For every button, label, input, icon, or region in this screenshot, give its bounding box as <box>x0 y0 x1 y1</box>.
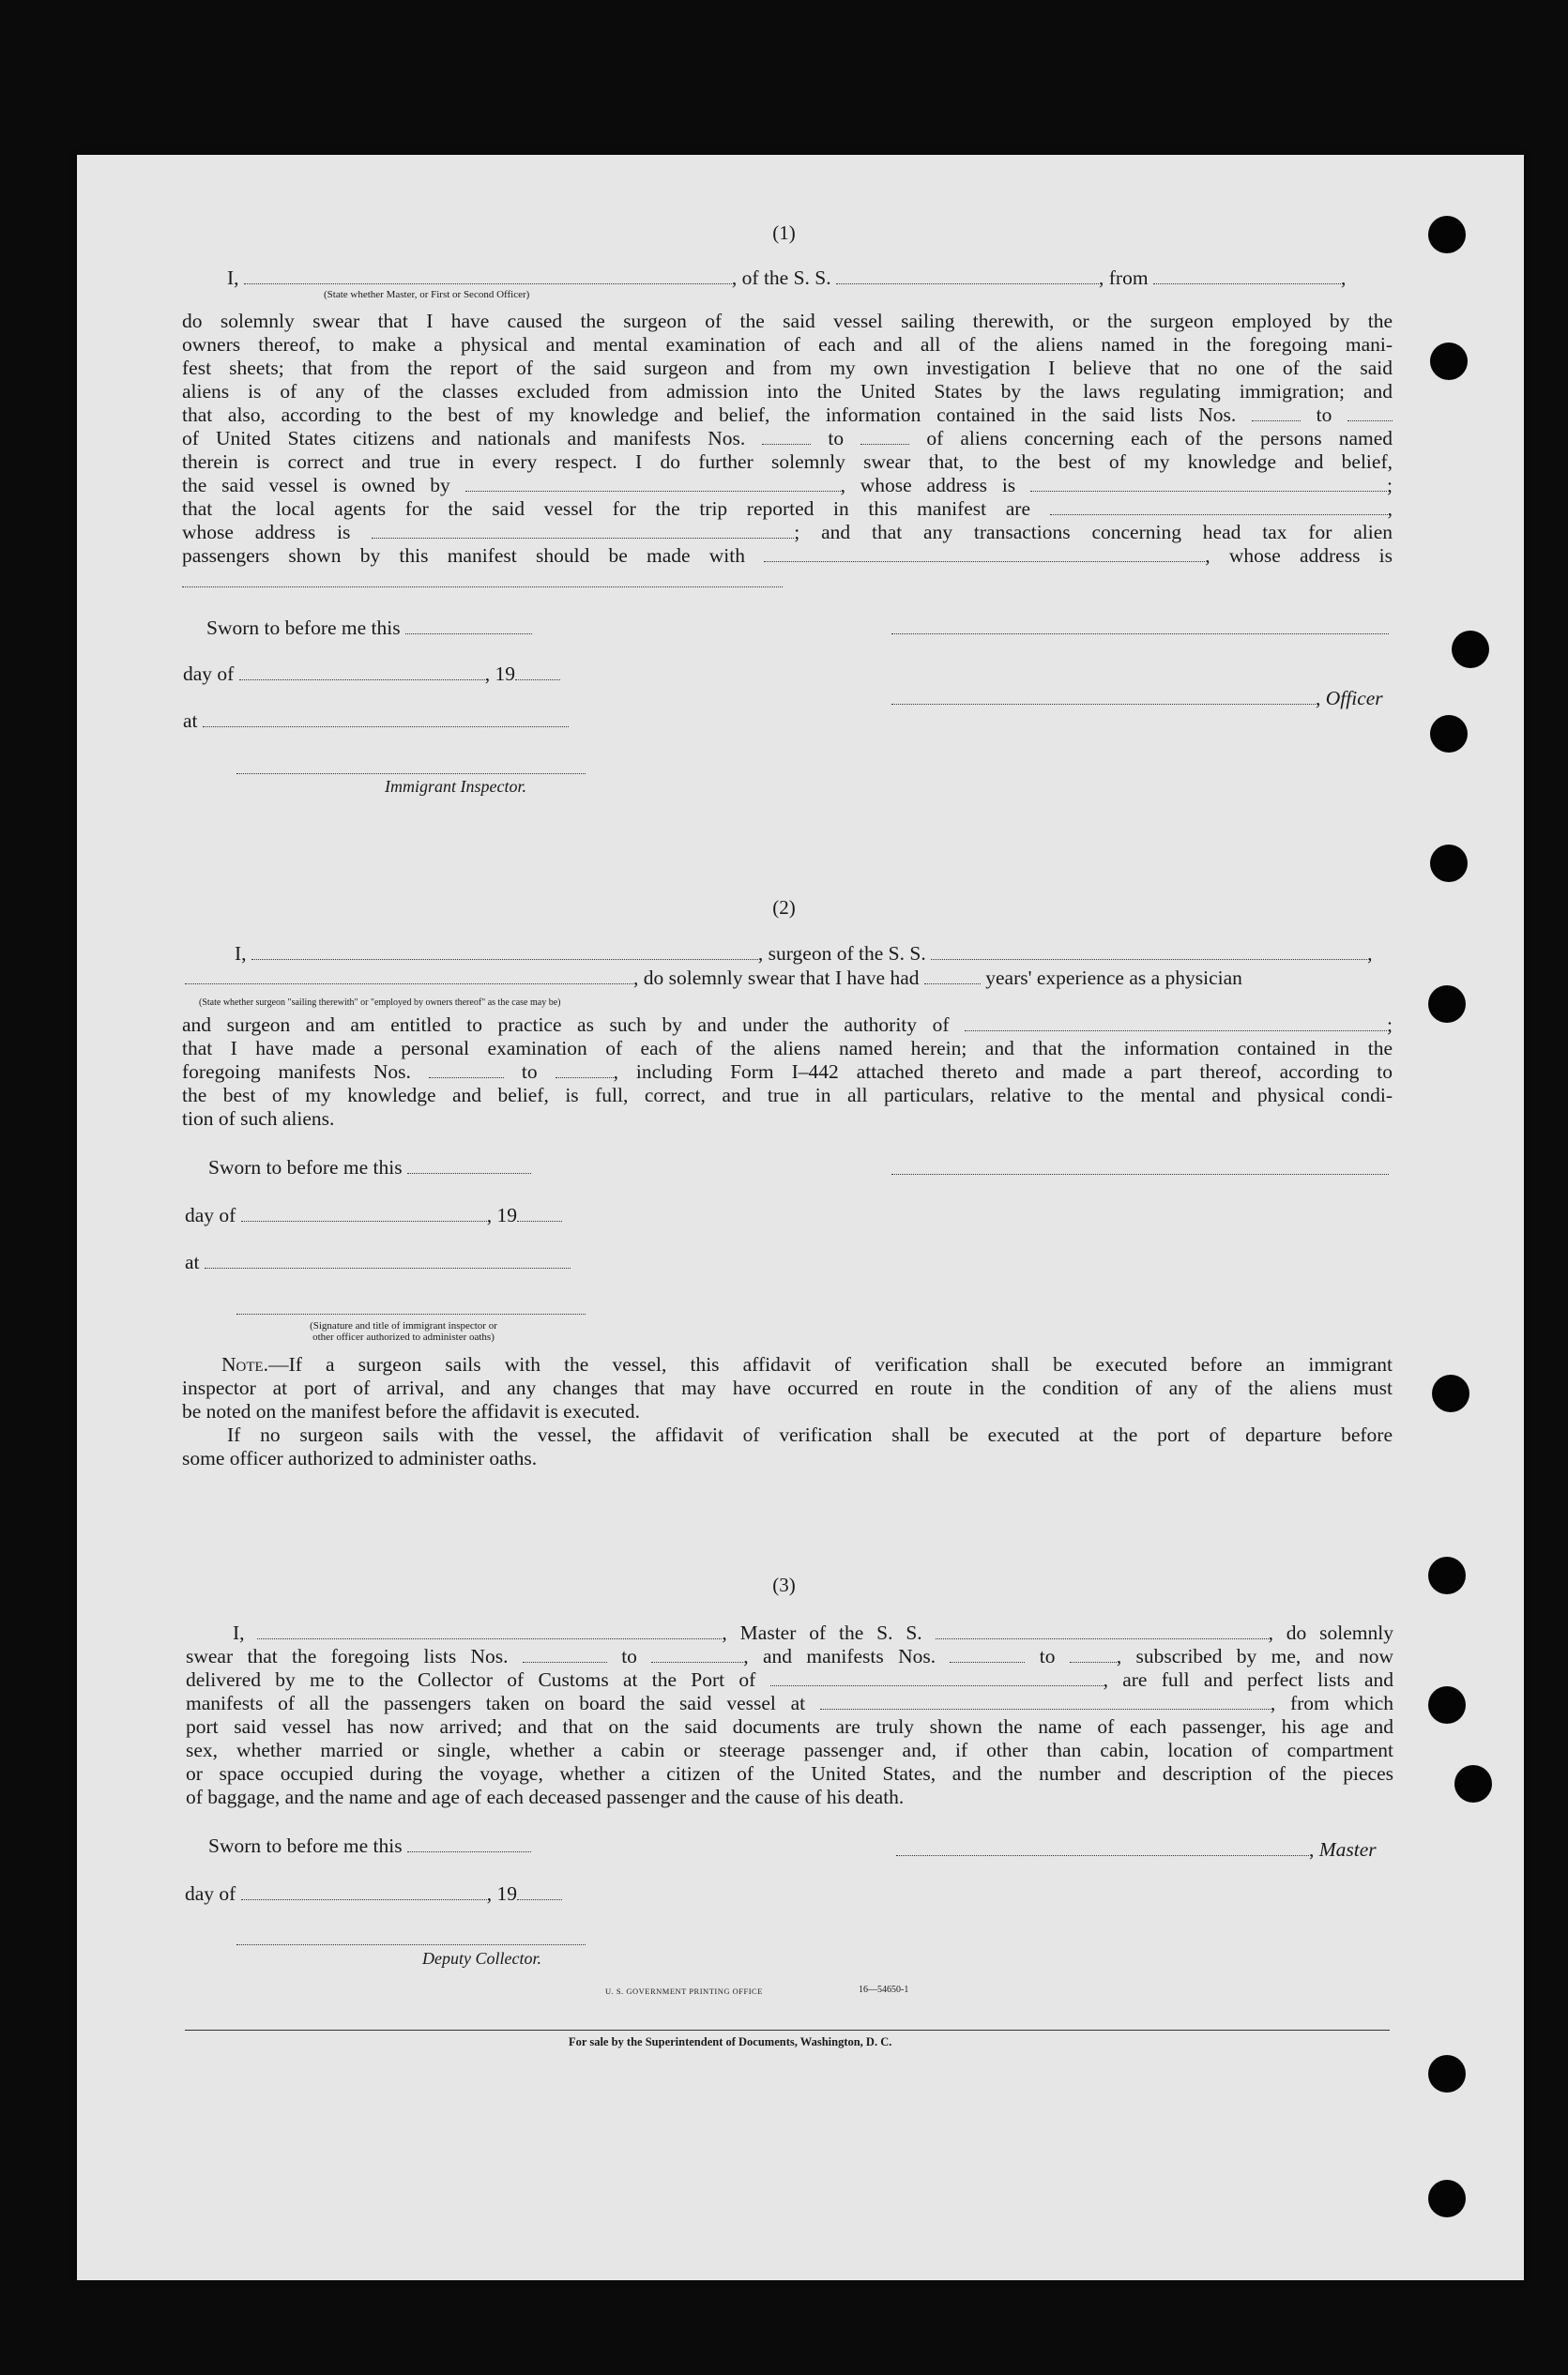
s1-day-of: day of , 19 <box>183 662 560 686</box>
s1-line: fest sheets; that from the report of the said surgeon and from my own investigation I believe that no one of the said <box>182 357 1393 379</box>
punch-hole <box>1452 631 1489 668</box>
s2-note2-line: If no surgeon sails with the vessel, the affidavit of verification shall be executed at the port of departure before <box>227 1423 1393 1446</box>
s2-authority-line: and surgeon and am entitled to practice as such by and under the authority of ; <box>182 1013 1393 1036</box>
punch-hole <box>1430 845 1468 882</box>
s3-second-line: swear that the foregoing lists Nos. to , and manifests Nos. to , subscribed by me, and now <box>186 1645 1393 1667</box>
s3-collector-sig-line <box>236 1944 586 1945</box>
s3-line: sex, whether married or single, whether a cabin or steerage passenger and, if other than cabin, location of compartment <box>186 1739 1393 1761</box>
punch-hole <box>1454 1765 1492 1803</box>
s1-correct-line: therein is correct and true in every respect. I do further solemnly swear that, to the best of my knowledge and belief, <box>182 450 1393 473</box>
s1-address-blank <box>182 586 783 587</box>
s1-sworn: Sworn to before me this <box>206 617 532 640</box>
s2-oath-text <box>182 1013 1393 1131</box>
s2-second-line: , do solemnly swear that I have had years' experience as a physician <box>185 967 1242 990</box>
s1-officer-note: (State whether Master, or First or Second Officer) <box>324 289 530 300</box>
punch-hole <box>1428 2055 1466 2093</box>
s2-first-line: I, , surgeon of the S. S. , <box>235 942 1373 965</box>
s2-note-line: inspector at port of arrival, and any changes that may have occurred en route in the condition of any of the aliens must <box>182 1377 1393 1399</box>
s2-sig-line <box>891 1174 1389 1175</box>
s1-officer-line: , Officer <box>891 687 1383 710</box>
s3-line: or space occupied during the voyage, whether a citizen of the United States, and the number and description of the pieces <box>186 1762 1393 1785</box>
s2-note-line: Note.—If a surgeon sails with the vessel, this affidavit of verification shall be executed before an immigrant <box>221 1353 1393 1376</box>
footer-gpo: U. S. GOVERNMENT PRINTING OFFICE <box>605 1987 763 1996</box>
s2-best-line: the best of my knowledge and belief, is full, correct, and true in all particulars, relative to the mental and physical condi- <box>182 1084 1393 1106</box>
s2-inspector-sig-line <box>236 1314 586 1315</box>
s1-owned-line: the said vessel is owned by , whose address is ; <box>182 474 1393 496</box>
s2-at: at <box>185 1251 571 1274</box>
s3-day-of: day of , 19 <box>185 1882 562 1906</box>
s3-oath-text <box>186 1621 1393 1809</box>
s2-note-line: be noted on the manifest before the affidavit is executed. <box>182 1400 640 1423</box>
s1-officer-sig-line <box>891 633 1389 634</box>
section-3-number: (3) <box>772 1574 796 1596</box>
s1-line: do solemnly swear that I have caused the surgeon of the said vessel sailing therewith, or the surgeon employed by the <box>182 310 1393 332</box>
s1-agents-line: that the local agents for the said vessel for the trip reported in this manifest are , <box>182 497 1393 520</box>
footer-code: 16—54650-1 <box>859 1985 909 1995</box>
s3-third-line: delivered by me to the Collector of Customs at the Port of , are full and perfect lists and <box>186 1668 1393 1691</box>
s2-surgeon-note: (State whether surgeon "sailing therewith" or "employed by owners thereof" as the case may be) <box>199 997 561 1008</box>
punch-hole <box>1428 985 1466 1023</box>
s3-fourth-line: manifests of all the passengers taken on board the said vessel at , from which <box>186 1692 1393 1714</box>
s1-first-line: I, , of the S. S. , from , <box>227 266 1347 289</box>
s2-day-of: day of , 19 <box>185 1204 562 1227</box>
punch-hole <box>1432 1375 1469 1412</box>
section-1-number: (1) <box>772 221 796 244</box>
s2-note <box>182 1353 1393 1470</box>
s1-at: at <box>183 709 569 733</box>
s1-address-line: whose address is ; and that any transactions concerning head tax for alien <box>182 521 1393 543</box>
s2-note2-line: some officer authorized to administer oaths. <box>182 1447 538 1469</box>
s1-inspector-label: Immigrant Inspector. <box>385 777 526 796</box>
punch-hole <box>1428 1686 1466 1724</box>
s3-sworn: Sworn to before me this <box>208 1835 531 1858</box>
s1-oath-text <box>182 310 1393 568</box>
s3-first-line: I, , Master of the S. S. , do solemnly <box>233 1621 1394 1644</box>
punch-hole <box>1430 343 1468 380</box>
s2-personal-line: that I have made a personal examination of each of the aliens named herein; and that the information contained in the <box>182 1037 1393 1059</box>
s1-passengers-line: passengers shown by this manifest should be made with , whose address is <box>182 544 1393 567</box>
s2-sworn: Sworn to before me this <box>208 1156 531 1180</box>
s3-master-line: , Master <box>896 1838 1377 1862</box>
s2-tion-line: tion of such aliens. <box>182 1107 335 1130</box>
s2-sig-note: (Signature and title of immigrant inspector or other officer authorized to administer oaths) <box>310 1320 497 1343</box>
s3-line: port said vessel has now arrived; and that on the said documents are truly shown the name of each passenger, his age and <box>186 1715 1393 1738</box>
s3-deputy-label: Deputy Collector. <box>422 1949 541 1968</box>
s1-line: aliens is of any of the classes excluded from admission into the United States by the laws regulating immigration; and <box>182 380 1393 403</box>
punch-hole <box>1428 2180 1466 2217</box>
s1-nos-line: that also, according to the best of my knowledge and belief, the information contained in the said lists Nos. to <box>182 403 1393 427</box>
section-2-number: (2) <box>772 896 796 919</box>
s2-manifests-line: foregoing manifests Nos. to , including Form I–442 attached thereto and made a part thereof, according to <box>182 1060 1393 1083</box>
s3-line: of baggage, and the name and age of each deceased passenger and the cause of his death. <box>186 1786 905 1808</box>
s1-manifests-line: of United States citizens and nationals and manifests Nos. to of aliens concerning each of the persons named <box>182 427 1393 449</box>
s1-inspector-sig-line <box>236 773 586 774</box>
punch-hole <box>1430 715 1468 753</box>
footer-rule <box>185 2030 1390 2031</box>
s1-line: owners thereof, to make a physical and mental examination of each and all of the aliens named in the foregoing mani- <box>182 333 1393 356</box>
footer-sale: For sale by the Superintendent of Documents, Washington, D. C. <box>569 2035 892 2048</box>
